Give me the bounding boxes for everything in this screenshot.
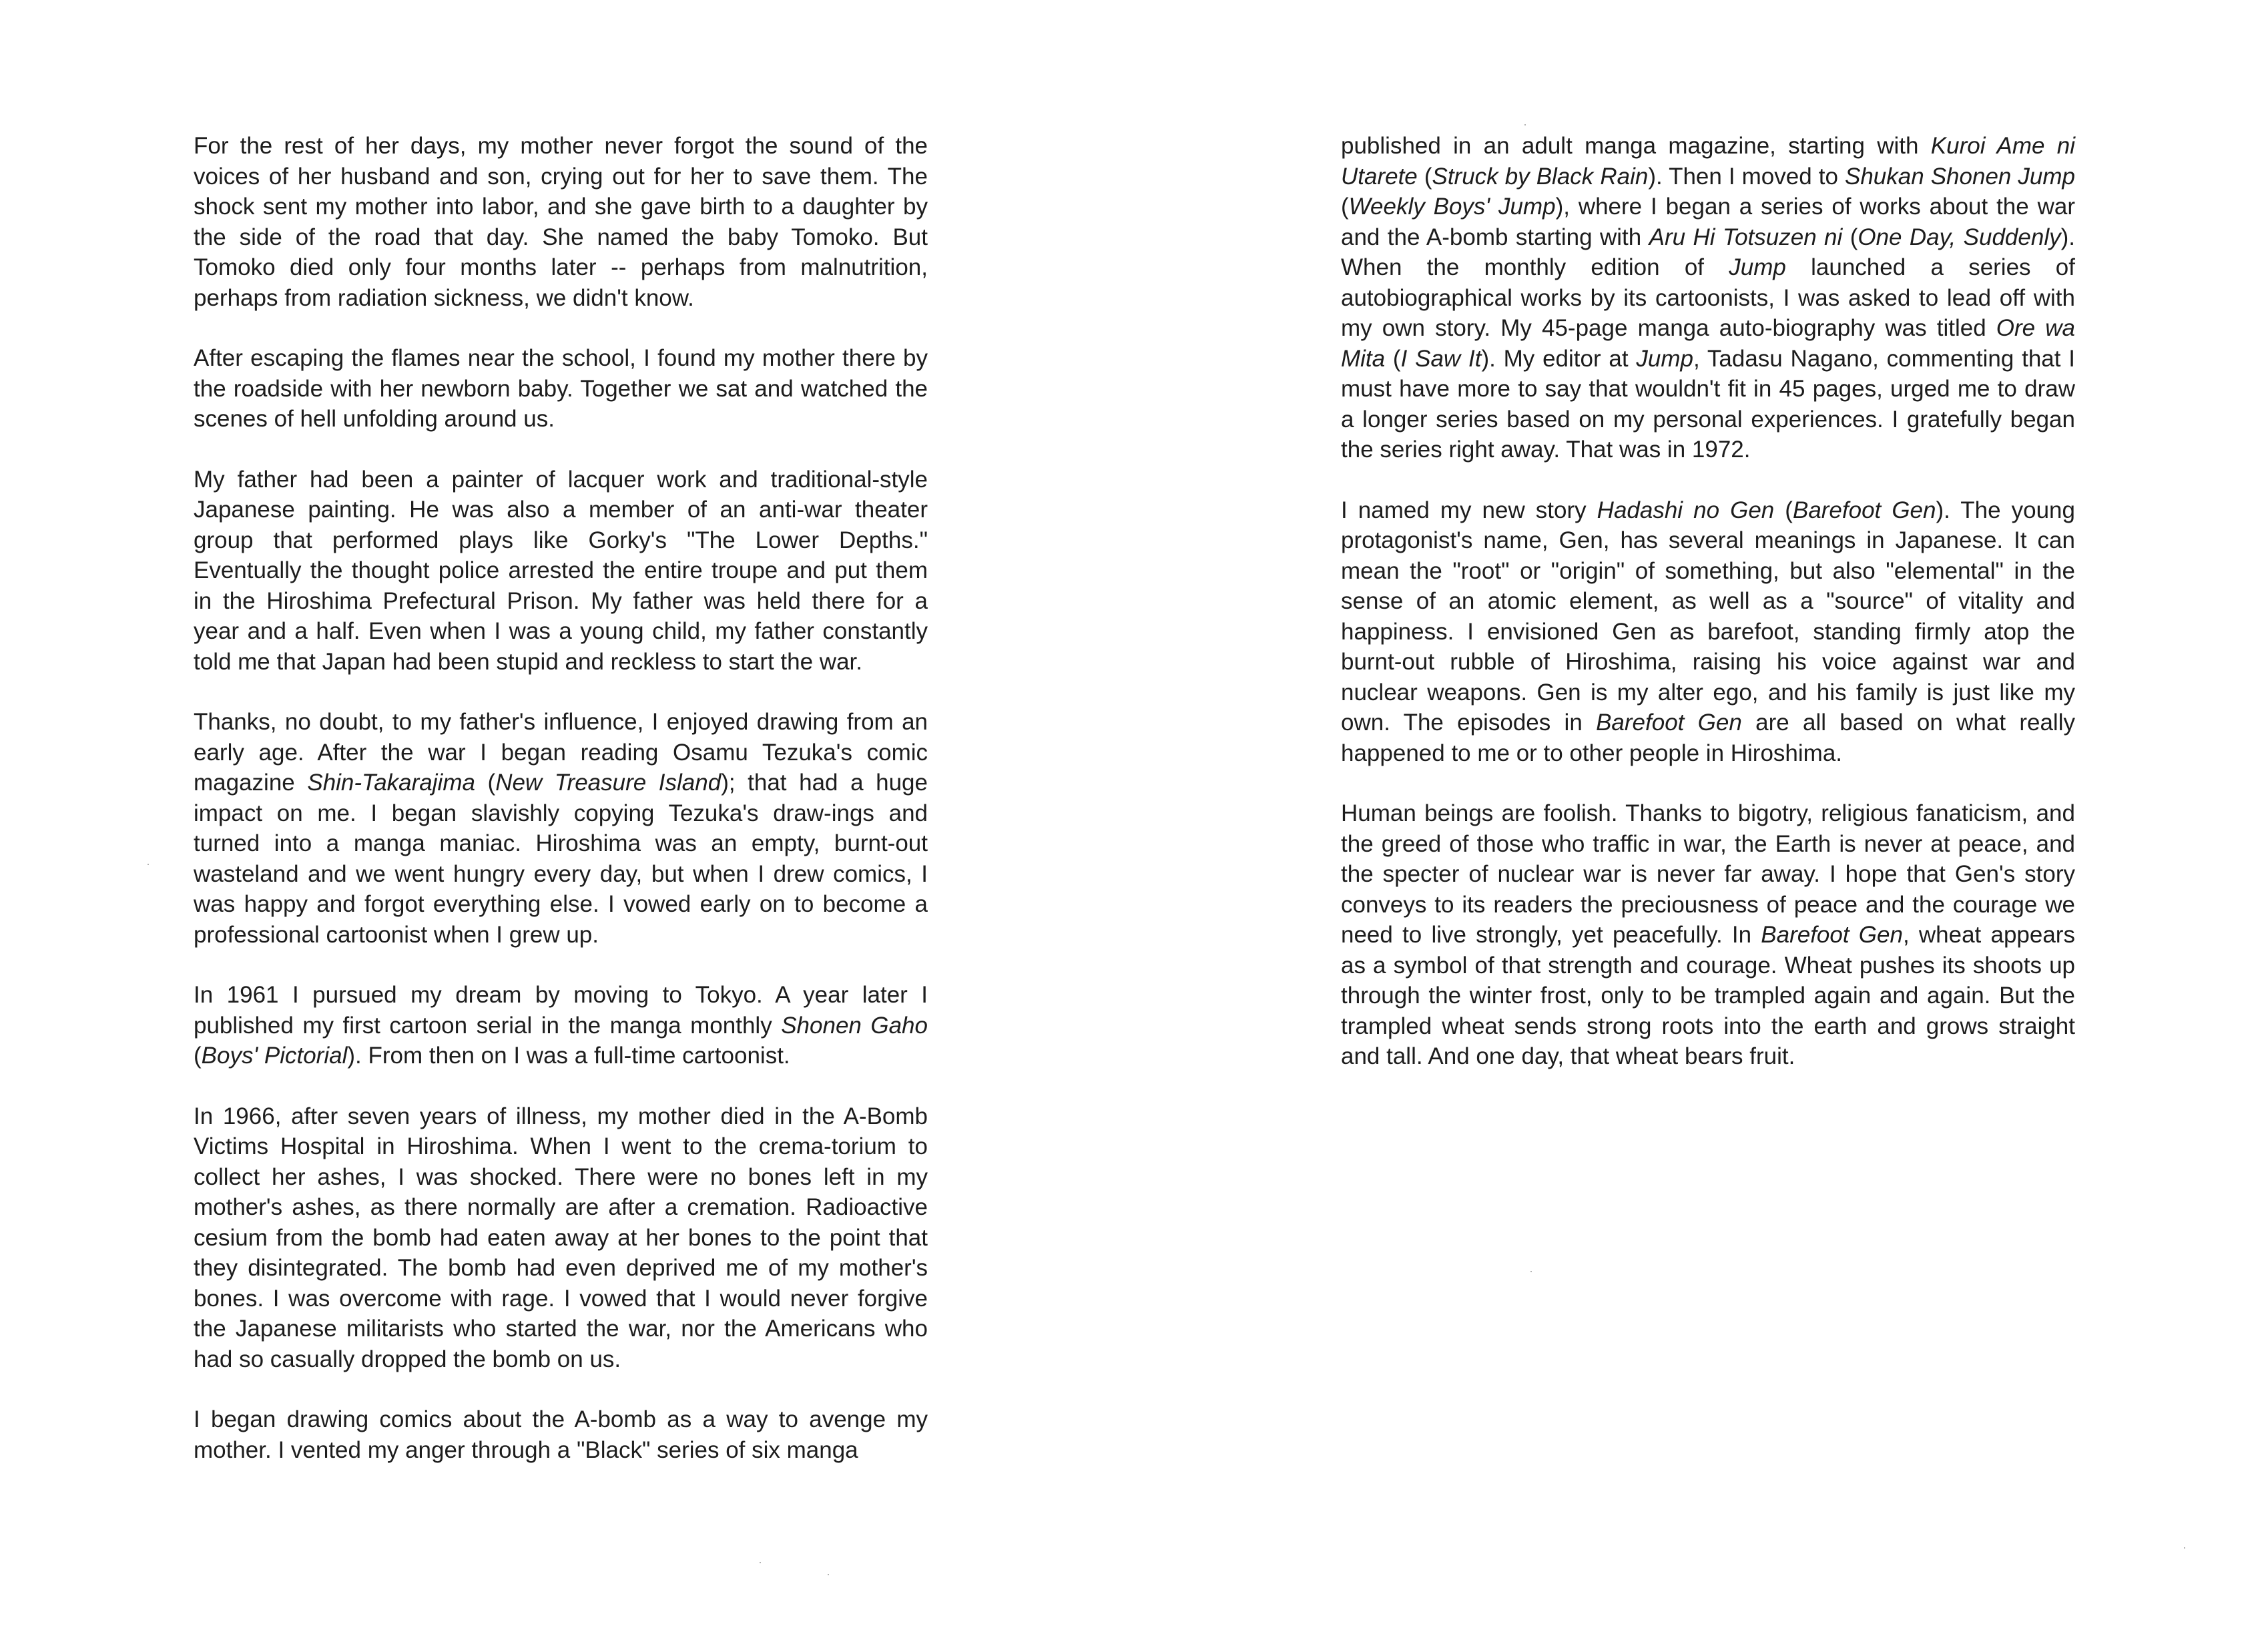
- text-run: (: [1842, 224, 1858, 250]
- text-run: (: [1385, 345, 1401, 372]
- text-run: For the rest of her days, my mother never forgot the sound of the voices of her husband and son, crying out for her to save them. The shock sent my mother into labor, and she gave birth to a daughter by the side of the road that day. She named the baby Tomoko. But Tomoko died only four months later -- perhaps from malnutrition, perhaps from radiation sickness, we didn't know.: [194, 133, 928, 311]
- text-run: Human beings are foolish. Thanks to bigotry, religious fanaticism, and the greed of those who traffic in war, the Earth is never at peace, and the specter of nuclear war is never far away. I hope that Gen's story conveys to its readers the preciousness of peace and the courage we need to live strongly, yet peacefully. In: [1341, 800, 2075, 948]
- paragraph: [1341, 495, 2075, 769]
- paragraph: [1341, 798, 2075, 1072]
- italic-title-text: Struck by Black Rain: [1432, 163, 1649, 190]
- text-run: I named my new story: [1341, 497, 1597, 523]
- italic-title-text: Shukan Shonen Jump: [1844, 163, 2075, 190]
- text-run: (: [475, 770, 496, 796]
- italic-title-text: I Saw It: [1400, 345, 1482, 372]
- italic-title-text: New Treasure Island: [495, 770, 722, 796]
- text-run: I began drawing comics about the A-bomb as a way to avenge my mother. I vented my anger through a "Black" series of six manga: [194, 1406, 928, 1463]
- italic-title-text: Kuroi Ame ni Utarete: [1341, 133, 2075, 190]
- italic-title-text: Hadashi no Gen: [1597, 497, 1775, 523]
- paragraph: [1341, 131, 2075, 465]
- text-run: (: [1774, 497, 1793, 523]
- paragraph: [194, 131, 928, 313]
- italic-title-text: Ore wa Mita: [1341, 315, 2076, 372]
- italic-title-text: One Day, Suddenly: [1858, 224, 2061, 250]
- text-run: launched a series of autobiographical works by its cartoonists, I was asked to lead off with my own story. My 45-page manga auto-biography was titled: [1341, 254, 2076, 341]
- text-run: ). The young protagonist's name, Gen, has several meanings in Japanese. It can mean the "root" or "origin" of something, but also "elemental" in the sense of an atomic element, as well as a "source" of vitality and happiness. I envisioned Gen as barefoot, standing firmly atop the burnt-out rubble of Hiroshima, raising his voice against war and nuclear weapons. Gen is my alter ego, and his family is just like my own. The episodes in: [1341, 497, 2075, 736]
- italic-title-text: Jump: [1636, 345, 1693, 372]
- text-run: (: [194, 1043, 202, 1069]
- italic-title-text: Shin-Takarajima: [307, 770, 475, 796]
- text-run: (: [1341, 194, 1349, 220]
- text-run: ), where I began a series of works about the war and the A-bomb starting with: [1341, 194, 2075, 250]
- scan-speck: [760, 1562, 761, 1563]
- paragraph: [194, 1101, 928, 1375]
- text-run: In 1966, after seven years of illness, my mother died in the A-Bomb Victims Hospital in Hiroshima. When I went to the crema-torium to collect her ashes, I was shocked. There were no bones left in my mother's ashes, as there normally are after a cremation. Radioactive cesium from the bomb had eaten away at her bones to the point that they disintegrated. The bomb had even deprived me of my mother's bones. I was overcome with rage. I vowed that I would never forgive the Japanese militarists who started the war, nor the Americans who had so casually dropped the bomb on us.: [194, 1103, 928, 1372]
- scan-speck: [1524, 124, 1526, 125]
- text-run: , wheat appears as a symbol of that strength and courage. Wheat pushes its shoots up through the winter frost, only to be trampled again and again. But the trampled wheat sends strong roots into the earth and grows straight and tall. And one day, that wheat bears fruit.: [1341, 922, 2075, 1069]
- italic-title-text: Barefoot Gen: [1596, 710, 1742, 736]
- scan-speck: [148, 864, 149, 865]
- text-run: Thanks, no doubt, to my father's influence, I enjoyed drawing from an early age. After the war I began reading Osamu Tezuka's comic magazine: [194, 709, 928, 796]
- italic-title-text: Barefoot Gen: [1761, 922, 1903, 948]
- scan-speck: [828, 1574, 829, 1575]
- right-text-column: [1341, 131, 2075, 1072]
- text-run: ). From then on I was a full-time cartoonist.: [347, 1043, 790, 1069]
- text-run: My father had been a painter of lacquer work and traditional-style Japanese painting. He was also a member of an anti-war theater group that performed plays like Gorky's "The Lower Depths." Eventually the thought police arrested the entire troupe and put them in the Hiroshima Prefectural Prison. My father was held there for a year and a half. Even when I was a young child, my father constantly told me that Japan had been stupid and reckless to start the war.: [194, 466, 928, 675]
- paragraph: [194, 343, 928, 435]
- italic-title-text: Boys' Pictorial: [201, 1043, 348, 1069]
- scan-speck: [1530, 1271, 1532, 1272]
- paragraph: [194, 1404, 928, 1465]
- text-run: ); that had a huge impact on me. I began slavishly copying Tezuka's draw-ings and turned into a manga maniac. Hiroshima was an empty, burnt-out wasteland and we went hungry every day, but when I drew comics, I was happy and forgot everything else. I vowed early on to become a professional cartoonist when I grew up.: [194, 770, 928, 948]
- text-run: are all based on what really happened to me or to other people in Hiroshima.: [1341, 710, 2075, 766]
- text-run: ). When the monthly edition of: [1341, 224, 2075, 280]
- text-run: , Tadasu Nagano, commenting that I must have more to say that wouldn't fit in 45 pages, urged me to draw a longer series based on my personal experiences. I gratefully began the series right away. That was in 1972.: [1341, 345, 2075, 463]
- text-run: After escaping the flames near the school, I found my mother there by the roadside with her newborn baby. Together we sat and watched the scenes of hell unfolding around us.: [194, 345, 928, 432]
- italic-title-text: Jump: [1729, 254, 1786, 280]
- scan-speck: [2184, 1547, 2185, 1549]
- italic-title-text: Aru Hi Totsuzen ni: [1649, 224, 1843, 250]
- left-text-column: [194, 131, 928, 1465]
- text-run: In 1961 I pursued my dream by moving to Tokyo. A year later I published my first cartoon serial in the manga monthly: [194, 982, 928, 1039]
- italic-title-text: Shonen Gaho: [781, 1012, 928, 1039]
- paragraph: [194, 707, 928, 950]
- text-run: ). Then I moved to: [1648, 163, 1845, 190]
- paragraph: [194, 465, 928, 677]
- italic-title-text: Barefoot Gen: [1792, 497, 1936, 523]
- paragraph: [194, 980, 928, 1071]
- right-page: [1134, 0, 2268, 1632]
- text-run: (: [1417, 163, 1432, 190]
- text-run: published in an adult manga magazine, starting with: [1341, 133, 1931, 159]
- text-run: ). My editor at: [1481, 345, 1637, 372]
- italic-title-text: Weekly Boys' Jump: [1348, 194, 1556, 220]
